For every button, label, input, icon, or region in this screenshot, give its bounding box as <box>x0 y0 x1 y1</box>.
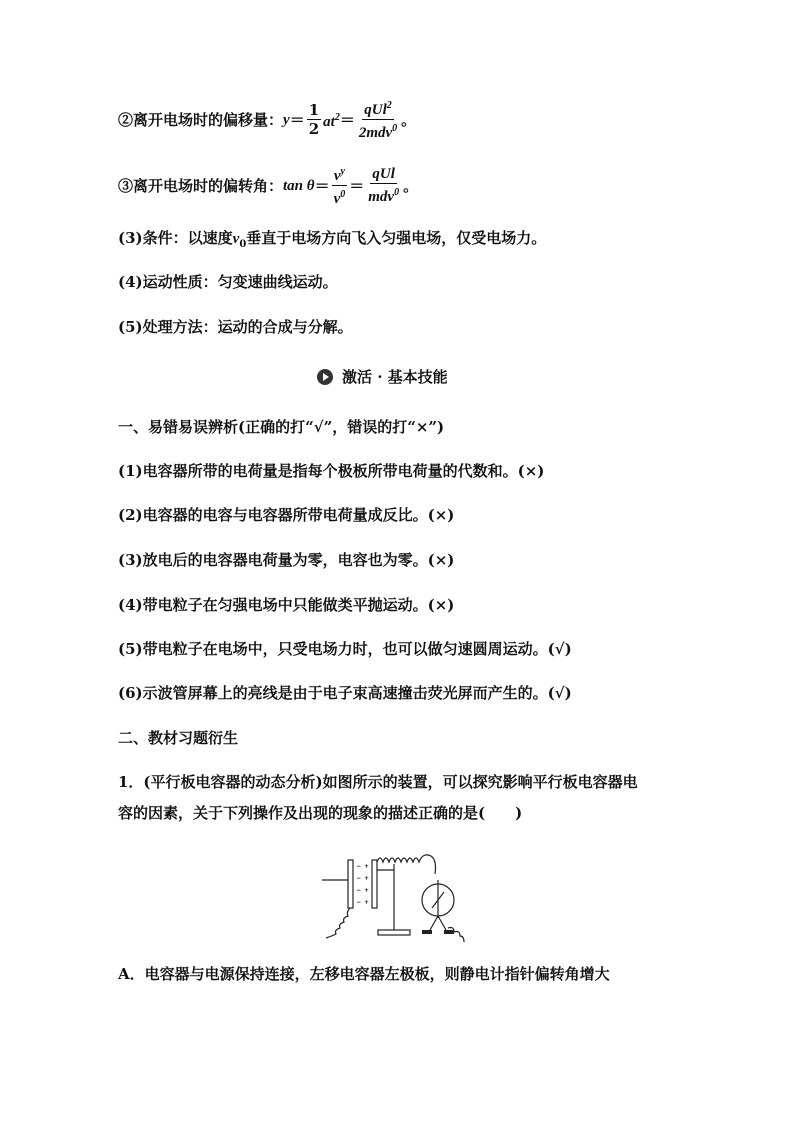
svg-text:+: + <box>364 875 370 882</box>
fraction-velocity <box>332 163 348 208</box>
formula-equals: ＝ <box>314 176 330 195</box>
fraction-offset <box>357 97 399 142</box>
statement-item: (5)带电粒子在电场中，只受电场力时，也可以做匀速圆周运动。(√) <box>118 640 572 658</box>
formula-term: $at^2$ <box>323 111 340 130</box>
item-motion: (4)运动性质：匀变速曲线运动。 <box>118 273 338 291</box>
svg-text:−: − <box>356 863 362 870</box>
formula-angle <box>118 163 418 208</box>
part1-heading: 一、易错易误辨析(正确的打“√”，错误的打“×”) <box>118 418 445 436</box>
formula-equals: ＝ <box>349 176 365 195</box>
fraction-numerator: qUl <box>372 166 395 182</box>
fraction-angle <box>366 165 401 206</box>
option-a: A．电容器与电源保持连接，左移电容器左极板，则静电计指针偏转角增大 <box>118 965 610 983</box>
fraction-denominator: 2mdv$^0$ <box>358 123 398 141</box>
svg-text:−: − <box>356 899 362 906</box>
formula-end: 。 <box>401 110 417 129</box>
svg-text:−: − <box>356 887 362 894</box>
fraction-denominator: 2 <box>308 120 320 138</box>
question-line: 1．(平行板电容器的动态分析)如图所示的装置，可以探究影响平行板电容器电 <box>118 773 638 791</box>
item-condition: (3)条件：以速度$v_0$垂直于电场方向飞入匀强电场，仅受电场力。 <box>118 229 547 250</box>
svg-text:+: + <box>364 863 370 870</box>
capacitor-apparatus-figure <box>320 850 470 942</box>
statement-item: (2)电容器的电容与电容器所带电荷量成反比。(×) <box>118 506 455 524</box>
svg-text:−: − <box>356 875 362 882</box>
part2-heading: 二、教材习题衍生 <box>118 729 239 747</box>
formula-end: 。 <box>403 176 419 195</box>
statement-item: (3)放电后的电容器电荷量为零，电容也为零。(×) <box>118 551 455 569</box>
fraction-denominator: $v^0$ <box>333 189 346 207</box>
svg-text:+: + <box>364 887 370 894</box>
formula-offset <box>118 97 416 142</box>
section-title-text: 激活 · 基本技能 <box>342 368 448 386</box>
fraction-numerator: 1 <box>308 101 320 119</box>
formula-prefix: ②离开电场时的偏移量： <box>118 110 284 129</box>
formula-prefix: ③离开电场时的偏转角： <box>118 176 284 195</box>
section-title <box>316 366 448 387</box>
fraction-denominator: mdv$^0$ <box>368 187 400 205</box>
fraction-numerator: qUl$^2$ <box>362 97 394 120</box>
fraction-numerator: $v^y$ <box>332 163 347 186</box>
formula-equals: ＝ <box>339 110 355 129</box>
statement-item: (6)示波管屏幕上的亮线是由于电子束高速撞击荧光屏而产生的。(√) <box>118 684 572 702</box>
item-method: (5)处理方法：运动的合成与分解。 <box>118 318 353 336</box>
statement-item: (1)电容器所带的电荷量是指每个极板所带电荷量的代数和。(×) <box>118 462 545 480</box>
fraction-half <box>307 101 321 138</box>
formula-equals: ＝ <box>289 110 305 129</box>
play-icon <box>316 368 334 386</box>
formula-lhs: tan θ <box>283 177 315 194</box>
question-line: 容的因素，关于下列操作及出现的现象的描述正确的是( ) <box>118 804 523 822</box>
svg-text:+: + <box>364 899 370 906</box>
statement-item: (4)带电粒子在匀强电场中只能做类平抛运动。(×) <box>118 596 455 614</box>
formula-lhs: y <box>283 111 290 128</box>
